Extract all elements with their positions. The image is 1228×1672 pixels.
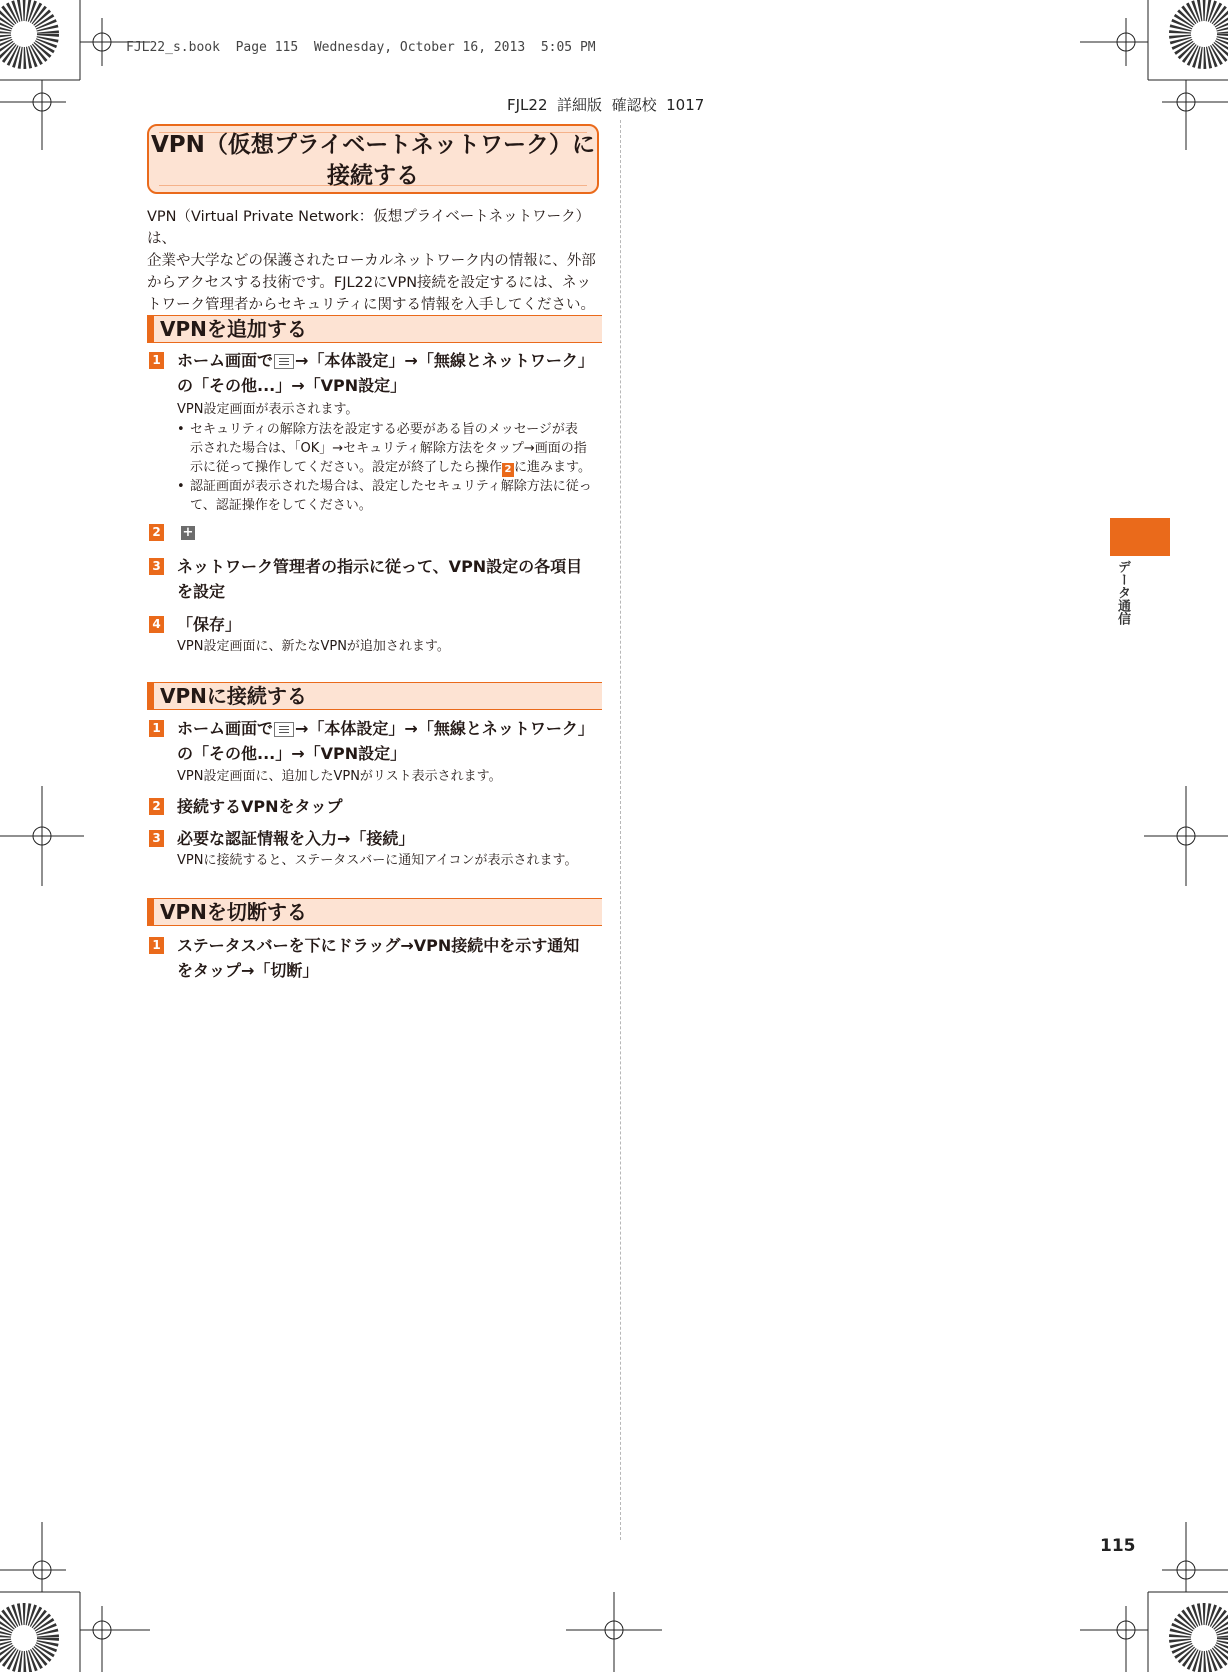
add-plus-icon: + (182, 525, 194, 540)
step-ref-badge: 2 (502, 463, 514, 477)
intro-line: からアクセスする技術です。FJL22にVPN接続を設定するには、ネッ (147, 275, 592, 291)
step-text-part: →「本体設定」→「無線とネットワーク」 (295, 351, 594, 370)
intro-line: トワーク管理者からセキュリティに関する情報を入手してください。 (147, 297, 596, 313)
step-instruction: 接続するVPNをタップ (177, 797, 343, 816)
section-header-add-vpn (147, 315, 602, 343)
section-header-connect-vpn (147, 682, 602, 710)
menu-key-icon (274, 722, 294, 737)
step-instruction (177, 933, 607, 983)
doc-label: FJL22 詳細版 確認校 1017 (507, 96, 705, 114)
side-tab (1110, 518, 1170, 556)
step-text-part: ネットワーク管理者の指示に従って、VPN設定の各項目 (177, 557, 583, 576)
step-number: 3 (149, 830, 164, 847)
step-number: 3 (149, 558, 164, 575)
step-number: 2 (149, 798, 164, 815)
step-number: 1 (149, 720, 164, 737)
step-number: 1 (149, 937, 164, 954)
intro-line: 企業や大学などの保護されたローカルネットワーク内の情報に、外部 (147, 253, 596, 269)
step-text-part: ホーム画面で (177, 719, 274, 738)
step-instruction (177, 716, 607, 766)
intro-paragraph (147, 206, 607, 316)
step-note: VPNに接続すると、ステータスバーに通知アイコンが表示されます。 (177, 853, 578, 868)
bullet-item (177, 477, 603, 515)
step-text-part: ホーム画面で (177, 351, 274, 370)
step-text-part: をタップ→「切断」 (177, 961, 319, 980)
step-text-part: の「その他...」→「VPN設定」 (177, 744, 407, 763)
page-title-line1: VPN（仮想プライベートネットワーク）に (151, 132, 595, 158)
step-text-part: の「その他...」→「VPN設定」 (177, 376, 407, 395)
menu-key-icon (274, 354, 294, 369)
step-note: VPN設定画面に、新たなVPNが追加されます。 (177, 639, 450, 654)
step-instruction: 「保存」 (177, 615, 242, 634)
page-number: 115 (1100, 1536, 1136, 1556)
page-title-text (149, 130, 597, 192)
step-instruction: 必要な認証情報を入力→「接続」 (177, 829, 415, 848)
step-text-part: →「本体設定」→「無線とネットワーク」 (295, 719, 594, 738)
intro-line: VPN（Virtual Private Network：仮想プライベートネットワーク）は、 (147, 209, 591, 247)
section-header-disconnect-vpn (147, 898, 602, 926)
bullet-item (177, 420, 603, 477)
bullet-line: 示された場合は、「OK」→セキュリティ解除方法をタップ→画面の指 (190, 441, 587, 456)
section-title: VPNを切断する (160, 900, 307, 924)
step-number: 1 (149, 352, 164, 369)
bullet-line: て、認証操作をしてください。 (190, 498, 372, 513)
bullet-line: 認証画面が表示された場合は、設定したセキュリティ解除方法に従っ (190, 479, 592, 494)
step-note: VPN設定画面に、追加したVPNがリスト表示されます。 (177, 769, 502, 784)
section-title: VPNを追加する (160, 317, 307, 341)
bullet-line: に進みます。 (514, 460, 591, 475)
section-title: VPNに接続する (160, 684, 307, 708)
step-number: 2 (149, 524, 164, 541)
step-note: VPN設定画面が表示されます。 (177, 402, 359, 417)
bullet-line: セキュリティの解除方法を設定する必要がある旨のメッセージが表 (190, 422, 578, 437)
step-instruction (177, 554, 607, 604)
side-tab-label: データ通信 (1115, 560, 1130, 625)
step-instruction (177, 348, 607, 398)
step-text-part: ステータスバーを下にドラッグ→VPN接続中を示す通知 (177, 936, 580, 955)
step-number: 4 (149, 616, 164, 633)
step-text-part: を設定 (177, 582, 226, 601)
page-title-line2: 接続する (327, 163, 419, 189)
column-divider (620, 120, 621, 1540)
bullet-mark: • (177, 479, 185, 494)
page-title (147, 124, 599, 194)
bullet-line: 示に従って操作してください。設定が終了したら操作 (190, 460, 503, 475)
bullet-mark: • (177, 422, 185, 437)
book-info: FJL22_s.book Page 115 Wednesday, October 16, 2013 5:05 PM (126, 40, 596, 55)
